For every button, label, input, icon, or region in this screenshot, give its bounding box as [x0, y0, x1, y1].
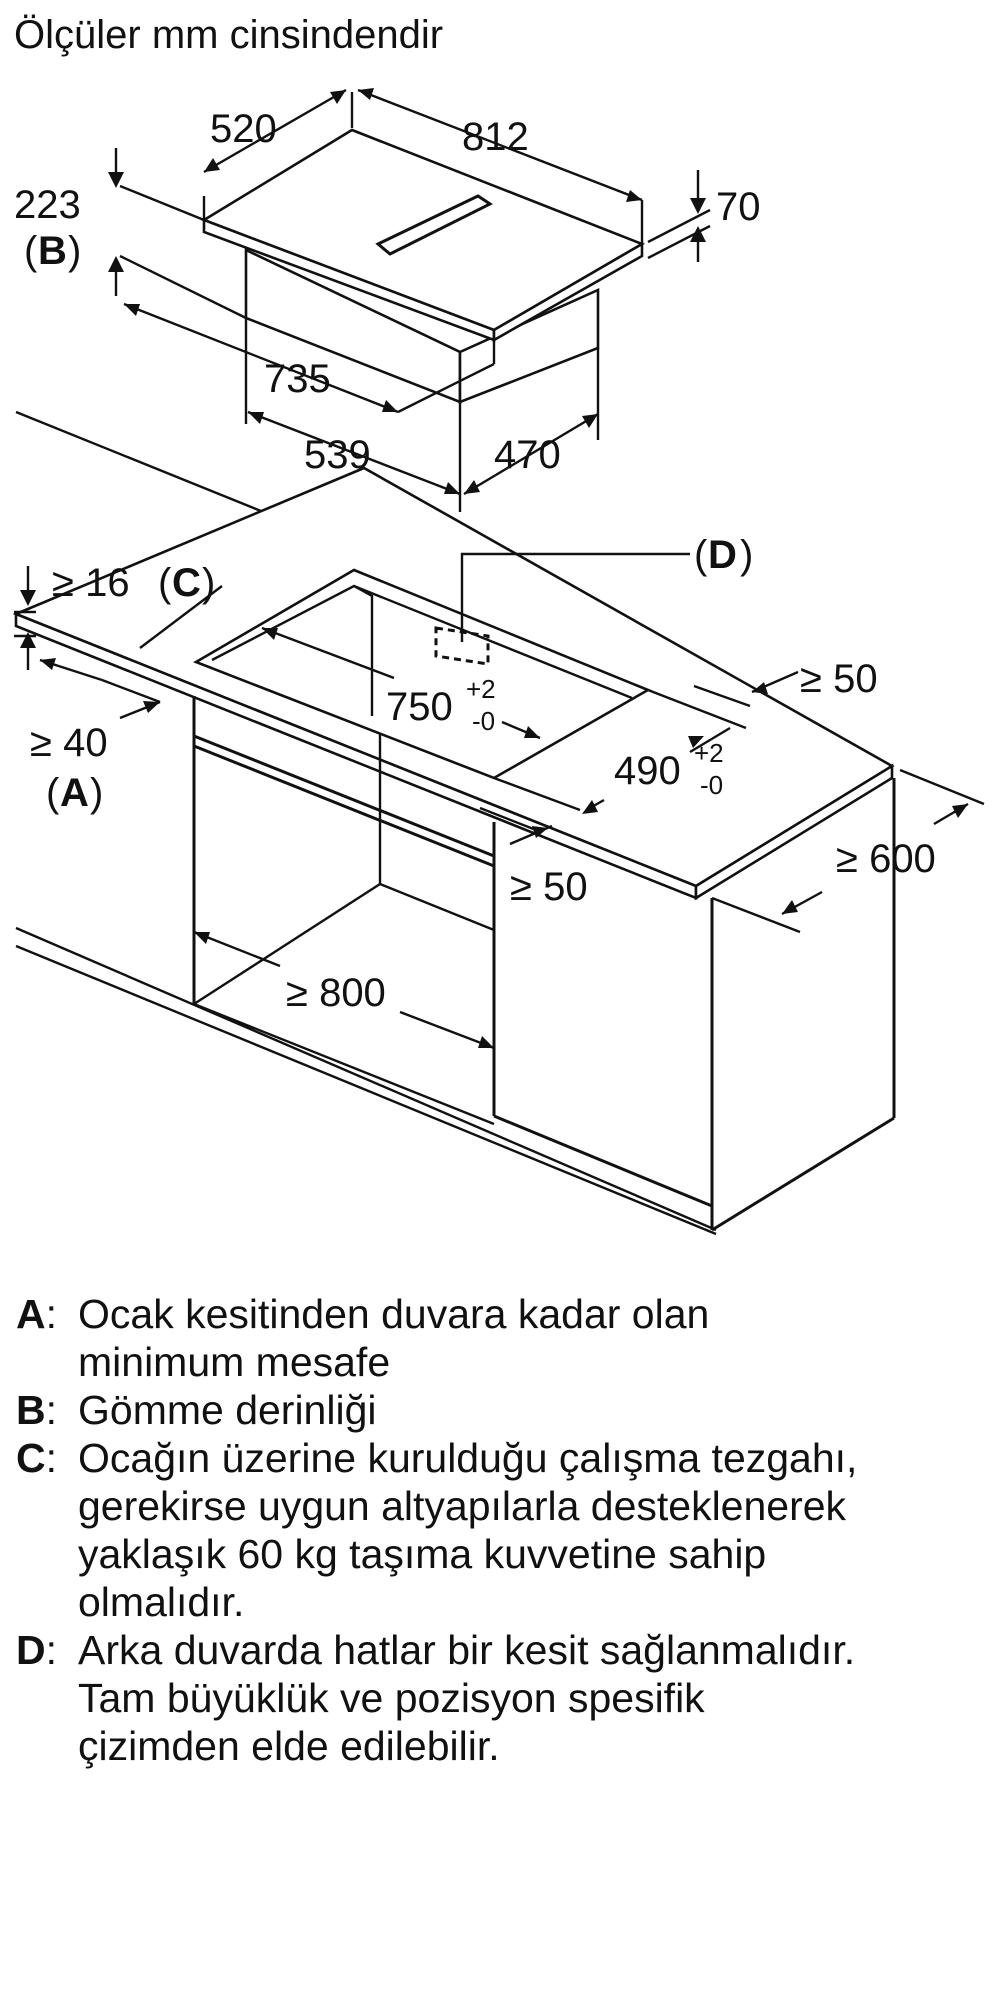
legend-item-a — [16, 1290, 986, 1386]
dim-70: 70 — [716, 185, 761, 229]
legend-key-d: D — [16, 1627, 46, 1673]
dim-539: 539 — [304, 433, 371, 477]
legend-line: yaklaşık 60 kg taşıma kuvvetine sahip — [78, 1531, 767, 1577]
legend-item-c — [16, 1434, 986, 1626]
dim-735: 735 — [264, 357, 331, 401]
legend-line: minimum mesafe — [78, 1339, 391, 1385]
dim-min-side-distance: ≥ 50 — [510, 865, 588, 909]
cabinet — [16, 412, 894, 1234]
dim-cutout-width: 490 — [614, 749, 681, 793]
legend-key-a: A — [16, 1291, 46, 1337]
dim-min-worktop-thickness: ≥ 16 — [52, 561, 130, 605]
legend-line: gerekirse uygun altyapılarla desteklenerek — [78, 1483, 847, 1529]
label-d-open: ( — [694, 533, 708, 577]
dim-cutout-width-tol-minus: -0 — [700, 770, 724, 800]
legend — [16, 1290, 986, 1770]
legend-line: çizimden elde edilebilir. — [78, 1723, 500, 1769]
drawing-title: Ölçüler mm cinsindendir — [14, 13, 444, 57]
legend-sep-a: : — [45, 1291, 58, 1337]
dim-min-cabinet-width: ≥ 800 — [286, 971, 386, 1015]
legend-key-c: C — [16, 1435, 46, 1481]
dim-812: 812 — [462, 115, 529, 159]
label-a-close: ) — [90, 771, 104, 815]
legend-line: Gömme derinliği — [78, 1387, 377, 1433]
dim-cutout-length-tol-minus: -0 — [472, 706, 496, 736]
legend-sep-c: : — [45, 1435, 58, 1481]
label-d: D — [708, 533, 737, 577]
legend-sep-d: : — [45, 1627, 58, 1673]
dim-min-depth: ≥ 600 — [836, 837, 936, 881]
label-b: B — [38, 229, 67, 273]
label-b-open: ( — [24, 229, 38, 273]
dim-cutout-width-tol-plus: +2 — [694, 738, 724, 768]
dim-min-front-distance: ≥ 40 — [30, 721, 108, 765]
legend-sep-b: : — [45, 1387, 58, 1433]
legend-line: Ocağın üzerine kurulduğu çalışma tezgahı, — [78, 1435, 858, 1481]
dim-cutout-length-tol-plus: +2 — [466, 674, 496, 704]
legend-item-b — [16, 1386, 986, 1434]
dim-cutout-length: 750 — [386, 685, 453, 729]
label-a: A — [60, 771, 89, 815]
legend-line: Arka duvarda hatlar bir kesit sağlanmalıdır. — [78, 1627, 856, 1673]
legend-line: Tam büyüklük ve pozisyon spesifik — [78, 1675, 705, 1721]
legend-line: olmalıdır. — [78, 1579, 245, 1625]
label-c: C — [172, 561, 201, 605]
dim-520: 520 — [210, 107, 277, 151]
label-c-open: ( — [158, 561, 172, 605]
legend-line: Ocak kesitinden duvara kadar olan — [78, 1291, 710, 1337]
dim-223: 223 — [14, 183, 81, 227]
legend-item-d — [16, 1626, 986, 1770]
label-b-close: ) — [68, 229, 82, 273]
label-d-close: ) — [740, 533, 754, 577]
label-a-open: ( — [46, 771, 60, 815]
dim-min-rear-distance: ≥ 50 — [800, 657, 878, 701]
legend-key-b: B — [16, 1387, 46, 1433]
label-c-close: ) — [202, 561, 216, 605]
dim-470: 470 — [494, 433, 561, 477]
